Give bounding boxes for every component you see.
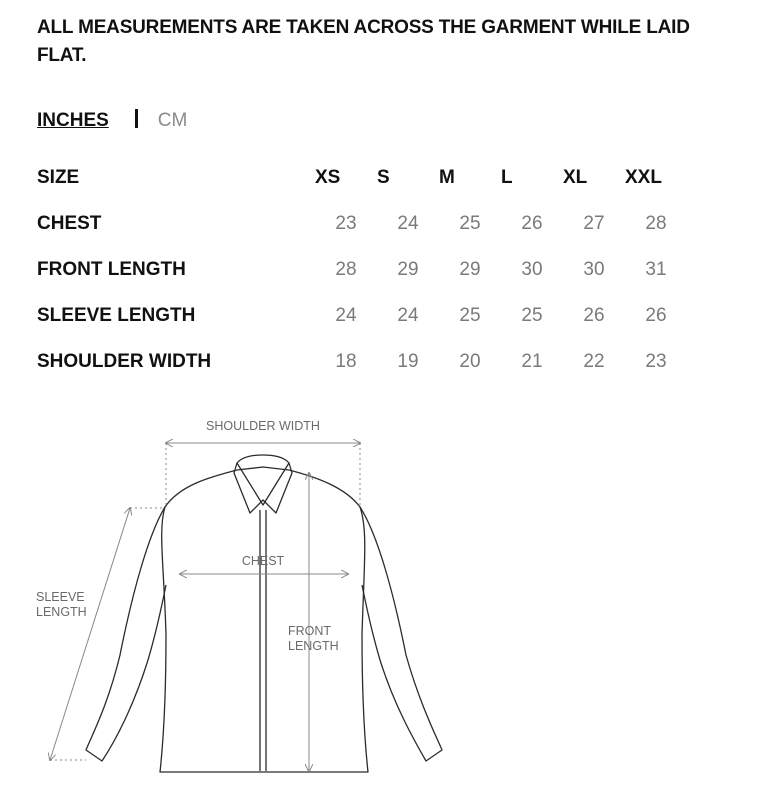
table-cell: 30: [583, 259, 605, 280]
size-header: SIZE: [37, 167, 80, 188]
size-col-header: XXL: [625, 167, 662, 188]
table-cell: 21: [521, 351, 543, 372]
unit-toggle: [37, 108, 187, 134]
sleeve-length-label-line2: LENGTH: [36, 605, 87, 619]
table-cell: 23: [335, 213, 357, 234]
row-label-chest: CHEST: [37, 213, 102, 234]
jacket-outline-icon: [86, 455, 442, 772]
size-col-header: XL: [563, 167, 588, 188]
size-col-header: L: [501, 167, 513, 188]
table-cell: 23: [645, 351, 667, 372]
table-cell: 28: [335, 259, 357, 280]
unit-divider: [135, 109, 138, 128]
table-cell: 26: [521, 213, 543, 234]
table-cell: 27: [583, 213, 605, 234]
size-chart-table: [37, 155, 687, 385]
unit-inches-link[interactable]: INCHES: [37, 110, 109, 131]
table-row: [37, 247, 687, 293]
front-length-label-line1: FRONT: [288, 624, 332, 638]
front-length-label-line2: LENGTH: [288, 639, 339, 653]
table-cell: 25: [521, 305, 543, 326]
table-cell: 20: [459, 351, 481, 372]
shoulder-width-indicator: [166, 443, 360, 507]
sleeve-length-label-line1: SLEEVE: [36, 590, 85, 604]
table-cell: 29: [397, 259, 419, 280]
table-cell: 30: [521, 259, 543, 280]
table-header-row: [37, 155, 687, 201]
shoulder-width-label: SHOULDER WIDTH: [206, 419, 320, 433]
table-cell: 25: [459, 305, 481, 326]
table-cell: 24: [397, 305, 419, 326]
table-cell: 28: [645, 213, 667, 234]
measurement-note: ALL MEASUREMENTS ARE TAKEN ACROSS THE GARMENT WHILE LAID FLAT.: [37, 17, 690, 66]
size-col-header: S: [377, 167, 390, 188]
row-label-sleeve-length: SLEEVE LENGTH: [37, 305, 196, 326]
size-col-header: M: [439, 167, 455, 188]
table-row: [37, 293, 687, 339]
table-cell: 26: [583, 305, 605, 326]
table-row: [37, 339, 687, 385]
table-cell: 25: [459, 213, 481, 234]
unit-cm-link[interactable]: CM: [157, 110, 188, 131]
table-cell: 22: [583, 351, 605, 372]
chest-label: CHEST: [241, 554, 285, 568]
table-cell: 31: [645, 259, 667, 280]
table-cell: 24: [397, 213, 419, 234]
jacket-measurement-diagram: [30, 405, 460, 785]
table-cell: 18: [335, 351, 357, 372]
table-cell: 26: [645, 305, 667, 326]
table-row: [37, 201, 687, 247]
table-cell: 24: [335, 305, 357, 326]
row-label-front-length: FRONT LENGTH: [37, 259, 186, 280]
size-col-header: XS: [315, 167, 341, 188]
row-label-shoulder-width: SHOULDER WIDTH: [37, 351, 212, 372]
table-cell: 29: [459, 259, 481, 280]
table-cell: 19: [397, 351, 419, 372]
